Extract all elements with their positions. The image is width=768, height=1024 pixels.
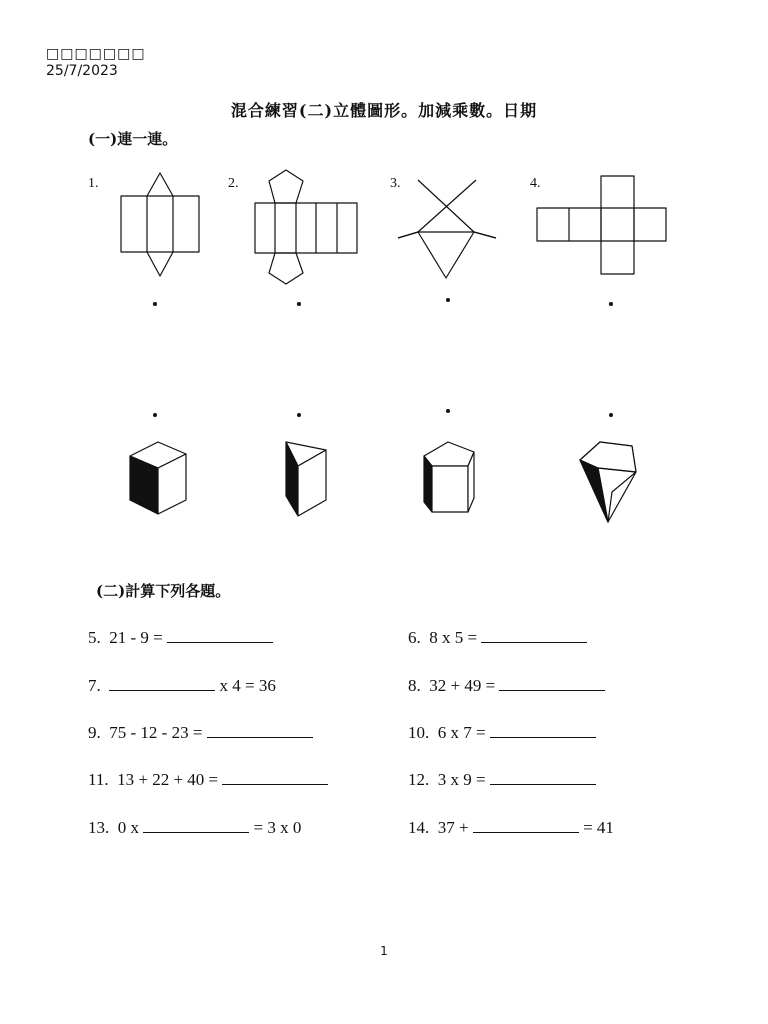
problem-number: 10. (408, 723, 430, 742)
connection-dot-net-1[interactable] (153, 302, 157, 306)
answer-blank[interactable] (109, 676, 215, 691)
problem-11 (88, 770, 328, 790)
problem-number: 5. (88, 628, 101, 647)
pentagonal-pyramid-net (396, 174, 500, 282)
problem-7 (88, 676, 276, 696)
problem-text: 21 - 9 = (109, 628, 163, 647)
student-name: □□□□□□□ (46, 46, 146, 62)
problem-text: x 4 = 36 (219, 676, 276, 695)
worksheet-title: 混合練習(二)立體圖形。加減乘數。日期 (230, 101, 538, 120)
answer-blank[interactable] (490, 770, 596, 785)
header-date: 25/7/2023 (46, 63, 118, 79)
answer-blank[interactable] (481, 628, 587, 643)
answer-blank[interactable] (167, 628, 273, 643)
problem-14 (408, 818, 614, 838)
section-1-heading: (一)連一連。 (88, 130, 178, 148)
pentagonal-prism-net (250, 166, 362, 288)
problem-10 (408, 723, 596, 743)
answer-blank[interactable] (499, 676, 605, 691)
problem-5 (88, 628, 273, 648)
problem-text: = 41 (583, 818, 614, 837)
connection-dot-net-3[interactable] (446, 298, 450, 302)
problem-text: 13 + 22 + 40 = (117, 770, 219, 789)
connection-dot-solid-4[interactable] (609, 413, 613, 417)
problem-text: 3 x 9 = (437, 770, 486, 789)
connection-dot-net-4[interactable] (609, 302, 613, 306)
net-number-4: 4. (530, 176, 541, 191)
connection-dot-net-2[interactable] (297, 302, 301, 306)
pentagonal-pyramid-solid (574, 438, 642, 528)
answer-blank[interactable] (222, 770, 328, 785)
net-number-1: 1. (88, 176, 99, 191)
problem-text: 6 x 7 = (437, 723, 486, 742)
connection-dot-solid-2[interactable] (297, 413, 301, 417)
cube-net (536, 175, 668, 277)
connection-dot-solid-3[interactable] (446, 409, 450, 413)
problem-number: 11. (88, 770, 109, 789)
page-number: 1 (380, 944, 388, 958)
problem-text: 0 x (117, 818, 139, 837)
answer-blank[interactable] (143, 818, 249, 833)
problem-13 (88, 818, 301, 838)
connection-dot-solid-1[interactable] (153, 413, 157, 417)
section-2-heading: (二)計算下列各題。 (96, 582, 231, 600)
problem-number: 6. (408, 628, 421, 647)
problem-8 (408, 676, 605, 696)
problem-number: 9. (88, 723, 101, 742)
net-number-2: 2. (228, 176, 239, 191)
problem-9 (88, 723, 313, 743)
triangular-prism-net (115, 170, 205, 280)
problem-text: 37 + (437, 818, 469, 837)
problem-6 (408, 628, 587, 648)
problem-number: 7. (88, 676, 101, 695)
problem-number: 8. (408, 676, 421, 695)
problem-text: 75 - 12 - 23 = (109, 723, 203, 742)
pentagonal-prism-solid (420, 440, 480, 516)
net-number-3: 3. (390, 176, 401, 191)
problem-12 (408, 770, 596, 790)
cube-solid (126, 440, 192, 518)
problem-number: 12. (408, 770, 430, 789)
problem-number: 14. (408, 818, 430, 837)
answer-blank[interactable] (473, 818, 579, 833)
problem-text: 8 x 5 = (429, 628, 478, 647)
triangular-prism-solid (282, 440, 332, 520)
problem-text: = 3 x 0 (253, 818, 302, 837)
answer-blank[interactable] (207, 723, 313, 738)
problem-text: 32 + 49 = (429, 676, 496, 695)
answer-blank[interactable] (490, 723, 596, 738)
problem-number: 13. (88, 818, 110, 837)
